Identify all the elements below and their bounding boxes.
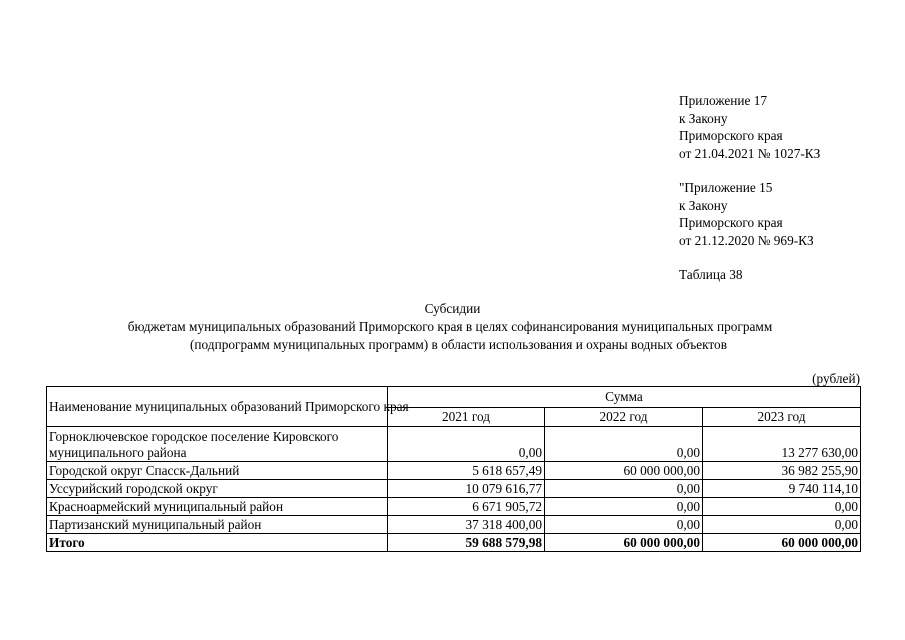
appendix-current-line2: к Закону bbox=[679, 110, 728, 126]
row-value-2022: 0,00 bbox=[545, 516, 703, 534]
header-year-2023: 2023 год bbox=[703, 408, 861, 427]
header-year-2021: 2021 год bbox=[388, 408, 545, 427]
total-value-2021: 59 688 579,98 bbox=[388, 534, 545, 552]
table-label: Таблица 38 bbox=[679, 267, 743, 282]
row-value-2021: 37 318 400,00 bbox=[388, 516, 545, 534]
table-row bbox=[47, 427, 861, 462]
document-title bbox=[0, 300, 905, 354]
title-line3: (подпрограмм муниципальных программ) в области использования и охраны водных объектов bbox=[190, 337, 727, 352]
table-row bbox=[47, 498, 861, 516]
appendix-amended-block bbox=[679, 179, 814, 249]
table-row bbox=[47, 516, 861, 534]
row-value-2022: 0,00 bbox=[545, 480, 703, 498]
appendix-current-line4: от 21.04.2021 № 1027-КЗ bbox=[679, 145, 821, 161]
total-value-2023: 60 000 000,00 bbox=[703, 534, 861, 552]
unit-label: (рублей) bbox=[812, 371, 860, 386]
row-value-2023: 36 982 255,90 bbox=[703, 462, 861, 480]
table-row bbox=[47, 480, 861, 498]
appendix-amended-line2: к Закону bbox=[679, 197, 728, 213]
row-value-2021: 6 671 905,72 bbox=[388, 498, 545, 516]
row-name: Уссурийский городской округ bbox=[47, 480, 388, 498]
row-name: Партизанский муниципальный район bbox=[47, 516, 388, 534]
row-name: Красноармейский муниципальный район bbox=[47, 498, 388, 516]
appendix-current-line1: Приложение 17 bbox=[679, 93, 767, 108]
appendix-amended-line4: от 21.12.2020 № 969-КЗ bbox=[679, 232, 814, 248]
row-value-2022: 0,00 bbox=[545, 498, 703, 516]
subsidies-table bbox=[46, 386, 861, 552]
appendix-current-line3: Приморского края bbox=[679, 128, 783, 143]
title-line1: Субсидии bbox=[424, 301, 481, 316]
row-name: Горноключевское городское поселение Кировского муниципального района bbox=[47, 427, 388, 462]
row-value-2021: 5 618 657,49 bbox=[388, 462, 545, 480]
row-name: Городской округ Спасск-Дальний bbox=[47, 462, 388, 480]
table-row bbox=[47, 462, 861, 480]
row-value-2023: 13 277 630,00 bbox=[703, 427, 861, 462]
total-label: Итого bbox=[47, 534, 388, 552]
row-value-2021: 0,00 bbox=[388, 427, 545, 462]
row-value-2023: 0,00 bbox=[703, 516, 861, 534]
total-value-2022: 60 000 000,00 bbox=[545, 534, 703, 552]
appendix-amended-line3: Приморского края bbox=[679, 215, 783, 230]
row-value-2023: 9 740 114,10 bbox=[703, 480, 861, 498]
row-value-2022: 60 000 000,00 bbox=[545, 462, 703, 480]
row-value-2023: 0,00 bbox=[703, 498, 861, 516]
appendix-amended-line1: "Приложение 15 bbox=[679, 180, 773, 195]
row-value-2021: 10 079 616,77 bbox=[388, 480, 545, 498]
appendix-current-block bbox=[679, 92, 820, 162]
title-line2: бюджетам муниципальных образований Приморского края в целях софинансирования муниципальных программ bbox=[127, 319, 773, 334]
header-name: Наименование муниципальных образований Приморского края bbox=[47, 387, 388, 427]
header-sum: Сумма bbox=[388, 387, 861, 408]
header-year-2022: 2022 год bbox=[545, 408, 703, 427]
total-row bbox=[47, 534, 861, 552]
row-value-2022: 0,00 bbox=[545, 427, 703, 462]
